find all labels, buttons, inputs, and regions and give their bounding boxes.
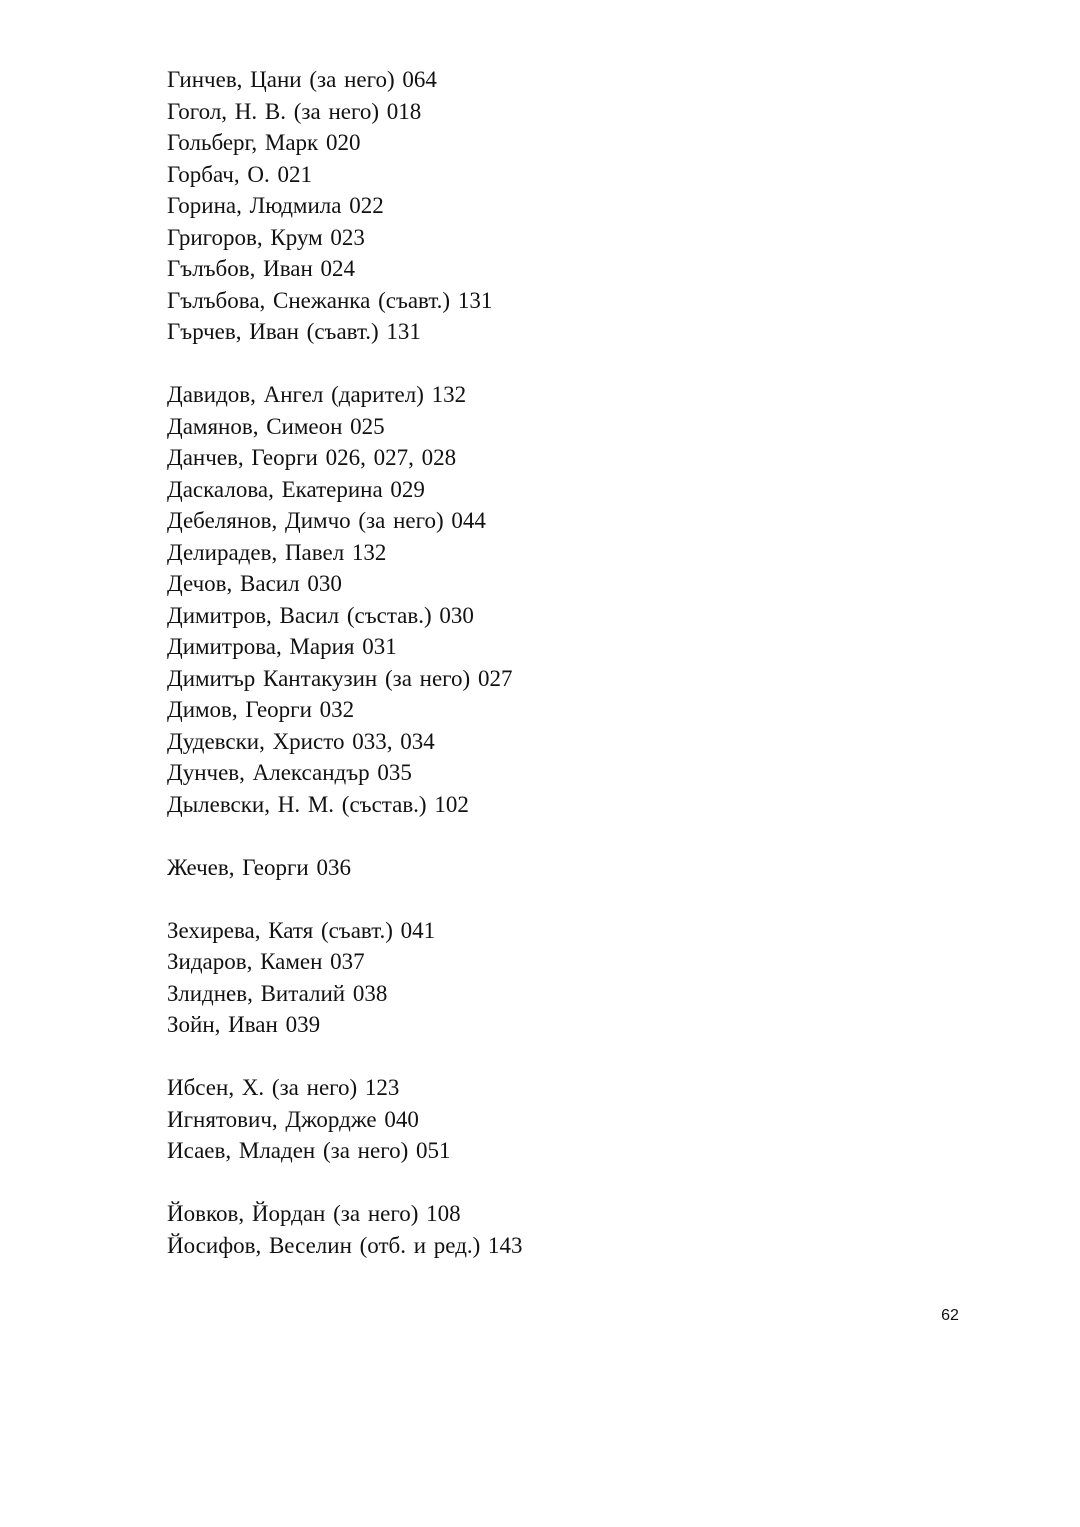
page-number: 62 [941,1307,959,1324]
index-entry: Димитър Кантакузин (за него) 027 [167,665,513,691]
index-entry: Дунчев, Александър 035 [167,760,412,785]
index-entry: Дудевски, Христо 033, 034 [167,728,435,754]
index-entry: Григоров, Крум 023 [167,224,365,250]
index-entry: Злиднев, Виталий 038 [167,980,388,1006]
index-entry: Игнятович, Джордже 040 [167,1106,419,1132]
index-entry: Данчев, Георги 026, 027, 028 [167,445,457,470]
index-entry: Даскалова, Екатерина 029 [167,476,425,502]
index-entry: Дебелянов, Димчо (за него) 044 [167,508,486,533]
index-entry: Зехирева, Катя (съавт.) 041 [167,917,436,943]
index-entry: Зойн, Иван 039 [167,1012,321,1037]
index-entry: Исаев, Младен (за него) 051 [167,1138,451,1163]
index-entry: Гълъбов, Иван 024 [167,256,356,281]
index-entry: Делирадев, Павел 132 [167,539,387,565]
index-entry: Димитров, Васил (състав.) 030 [167,602,474,628]
index-entry: Жечев, Георги 036 [167,854,351,880]
index-group-z [167,915,967,1041]
index-entry: Горбач, О. 021 [167,161,312,187]
index-group-zh [167,852,967,884]
index-entry: Гольберг, Марк 020 [167,130,361,155]
index-entry: Ибсен, Х. (за него) 123 [167,1075,400,1100]
index-entry: Гинчев, Цани (за него) 064 [167,67,437,92]
index-entry: Йосифов, Веселин (отб. и ред.) 143 [167,1232,523,1258]
index-entry: Давидов, Ангел (дарител) 132 [167,382,467,407]
index-entry: Гърчев, Иван (съавт.) 131 [167,319,421,344]
index-entry: Гълъбова, Снежанка (съавт.) 131 [167,287,493,313]
index-group-d [167,379,967,820]
index-group-y [167,1198,967,1261]
name-index [167,64,967,1261]
index-entry: Горина, Людмила 022 [167,193,384,218]
index-group-i [167,1072,967,1167]
index-entry: Дечов, Васил 030 [167,571,342,596]
index-group-g [167,64,967,348]
index-entry: Димитрова, Мария 031 [167,634,397,659]
index-entry: Дылевски, Н. М. (състав.) 102 [167,791,469,817]
index-entry: Димов, Георги 032 [167,697,355,722]
index-entry: Дамянов, Симеон 025 [167,413,385,439]
index-entry: Йовков, Йордан (за него) 108 [167,1201,461,1226]
index-entry: Гогол, Н. В. (за него) 018 [167,98,422,124]
index-entry: Зидаров, Камен 037 [167,949,365,974]
